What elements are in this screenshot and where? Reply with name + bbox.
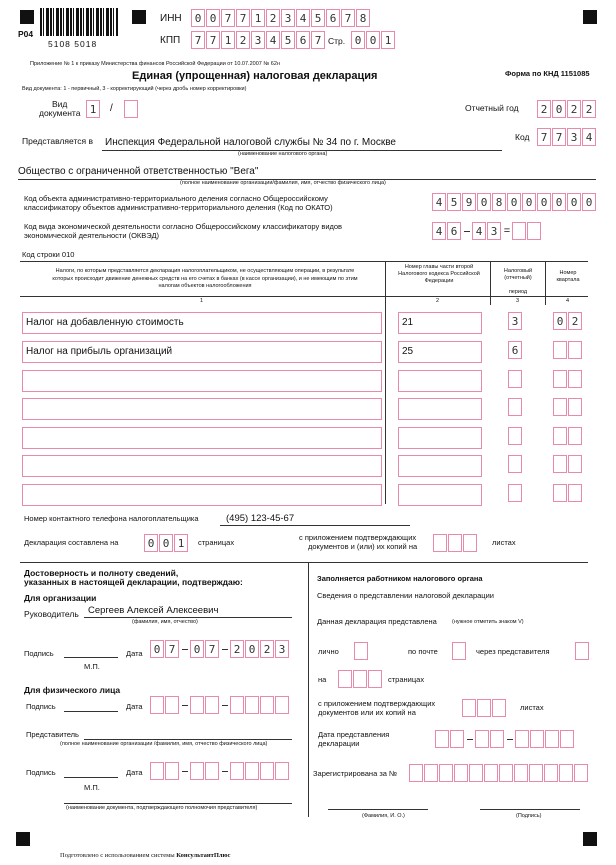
table-row-quarter[interactable] (553, 398, 583, 416)
digit-cell[interactable]: 0 (206, 9, 220, 27)
table-row-quarter[interactable] (553, 341, 583, 359)
page-label: Стр. (328, 36, 346, 46)
digit-cell[interactable]: 2 (568, 312, 582, 330)
digit-cell[interactable] (165, 762, 179, 780)
digit-cell[interactable] (568, 398, 582, 416)
by-mail-checkbox[interactable] (452, 642, 466, 660)
digit-cell[interactable]: 0 (150, 640, 164, 658)
digit-cell[interactable] (230, 762, 244, 780)
table-row-tax[interactable] (22, 370, 382, 392)
digit-cell[interactable] (260, 762, 274, 780)
digit-cell[interactable] (490, 730, 504, 748)
table-row-tax[interactable] (22, 398, 382, 420)
organization-name[interactable]: Общество с ограниченной ответственностью "Вега" (18, 166, 259, 177)
okved-label-2: экономической деятельности (ОКВЭД) (24, 231, 160, 240)
digit-cell[interactable]: 3 (251, 31, 265, 49)
corner-marker-top-left (20, 10, 34, 24)
kpp-label: КПП (160, 35, 181, 46)
table-row-period[interactable] (508, 370, 522, 388)
registered-label: Зарегистрирована за № (313, 769, 398, 778)
on-label: на (318, 675, 327, 684)
pages-suffix: страницах (198, 538, 235, 547)
okato-cells[interactable] (432, 193, 597, 211)
officer-pages-suffix: страницах (388, 675, 425, 684)
digit-cell[interactable]: 3 (281, 9, 295, 27)
digit-cell[interactable] (477, 699, 491, 717)
phone-value[interactable]: (495) 123-45-67 (226, 513, 295, 524)
head-name[interactable]: Сергеев Алексей Алексеевич (88, 605, 219, 616)
digit-cell[interactable] (409, 764, 423, 782)
digit-cell[interactable] (469, 764, 483, 782)
col3-number: 3 (516, 298, 520, 304)
date-person-group[interactable] (150, 696, 290, 714)
org-title: Для организации (24, 593, 97, 603)
col3-header-2: период (508, 289, 528, 295)
digit-cell[interactable] (574, 764, 588, 782)
tax-authority[interactable]: Инспекция Федеральной налоговой службы № 34 по г. Москве (105, 137, 396, 148)
digit-cell[interactable]: 1 (221, 31, 235, 49)
col3-header-1: Налоговый (отчетный) (503, 268, 533, 282)
table-row-period[interactable] (508, 455, 522, 473)
digit-cell[interactable] (150, 696, 164, 714)
table-row-chapter[interactable]: 21 (398, 312, 482, 334)
digit-cell[interactable]: 4 (472, 222, 486, 240)
table-row-period[interactable] (508, 427, 522, 445)
digit-cell[interactable]: 7 (236, 9, 250, 27)
okato-label-1: Код объекта административно-территориального деления согласно Общероссийскому (24, 194, 328, 203)
table-row-tax[interactable] (22, 455, 382, 477)
corner-marker-top-mid (132, 10, 146, 24)
digit-cell[interactable]: 7 (341, 9, 355, 27)
table-row-quarter[interactable] (553, 484, 583, 502)
order-note: Приложение № 1 к приказу Министерства финансов Российской Федерации от 10.07.2007 № 62н (30, 61, 280, 67)
digit-cell[interactable] (568, 341, 582, 359)
rep-label: Представитель (26, 730, 79, 739)
kpp-cells[interactable] (191, 31, 326, 49)
digit-cell[interactable] (553, 398, 567, 416)
digit-cell[interactable]: 2 (230, 640, 244, 658)
corner-marker-bottom-right (583, 832, 597, 846)
doc-type-cell[interactable]: 1 (86, 100, 100, 118)
digit-cell[interactable] (553, 370, 567, 388)
digit-cell[interactable]: 7 (221, 9, 235, 27)
digit-cell[interactable]: 2 (537, 100, 551, 118)
pages-cells[interactable] (144, 534, 189, 552)
by-mail-label: по почте (408, 647, 438, 656)
digit-cell[interactable] (544, 764, 558, 782)
barcode-number: 5108 5018 (48, 39, 98, 49)
year-cells[interactable] (537, 100, 597, 118)
digit-cell[interactable]: 7 (191, 31, 205, 49)
presented-by-label: Данная декларация представлена (317, 617, 437, 626)
col2-number: 2 (436, 298, 440, 304)
confirm-title-1: Достоверность и полноту сведений, (24, 568, 179, 578)
head-label: Руководитель (24, 609, 79, 619)
officer-pages-cells[interactable] (338, 670, 383, 688)
digit-cell[interactable]: 4 (432, 222, 446, 240)
pages-label: Декларация составлена на (24, 538, 119, 547)
date-label-person: Дата (126, 702, 143, 711)
digit-cell[interactable] (275, 762, 289, 780)
presented-label: Представляется в (22, 136, 93, 146)
date-label-org: Дата (126, 649, 143, 658)
digit-cell[interactable] (150, 762, 164, 780)
table-row-quarter[interactable] (553, 455, 583, 473)
digit-cell[interactable]: 5 (281, 31, 295, 49)
digit-cell[interactable] (439, 764, 453, 782)
via-rep-checkbox[interactable] (575, 642, 589, 660)
officer-fio-caption: (Фамилия, И. О.) (362, 813, 405, 819)
digit-cell[interactable]: 0 (144, 534, 158, 552)
presented-note: (нужное отметить знаком V) (452, 619, 524, 625)
digit-cell[interactable]: 7 (311, 31, 325, 49)
digit-cell[interactable] (462, 699, 476, 717)
digit-cell[interactable]: 2 (260, 640, 274, 658)
line-code-label: Код строки 010 (22, 250, 75, 259)
digit-cell[interactable] (484, 764, 498, 782)
year-label: Отчетный год (465, 103, 519, 113)
col2-header: Номер главы части второй Налогового кодекса Российской Федерации (398, 264, 480, 285)
digit-cell[interactable] (499, 764, 513, 782)
digit-cell[interactable] (568, 455, 582, 473)
phone-label: Номер контактного телефона налогоплательщика (24, 514, 199, 523)
page-number-cells[interactable] (351, 31, 396, 49)
officer-subtitle: Сведения о представлении налоговой декларации (317, 591, 494, 600)
digit-cell[interactable] (448, 534, 462, 552)
digit-cell[interactable] (205, 762, 219, 780)
registered-cells[interactable] (409, 764, 589, 782)
digit-cell[interactable]: 0 (366, 31, 380, 49)
digit-cell[interactable]: 3 (567, 128, 581, 146)
digit-cell[interactable]: 0 (552, 193, 566, 211)
digit-cell[interactable]: 0 (351, 31, 365, 49)
digit-cell[interactable]: 0 (553, 312, 567, 330)
personal-label: лично (318, 647, 339, 656)
digit-cell[interactable]: 0 (159, 534, 173, 552)
table-row-chapter[interactable] (398, 484, 482, 506)
okved-label-1: Код вида экономической деятельности согласно Общероссийскому классификатору видов (24, 222, 343, 231)
corner-marker-bottom-left (16, 832, 30, 846)
digit-cell[interactable]: 0 (477, 193, 491, 211)
digit-cell[interactable] (553, 427, 567, 445)
table-row-quarter[interactable] (553, 427, 583, 445)
digit-cell[interactable] (435, 730, 449, 748)
inn-label: ИНН (160, 13, 182, 24)
digit-cell[interactable]: 0 (191, 9, 205, 27)
digit-cell[interactable]: 7 (205, 640, 219, 658)
table-row-tax[interactable]: Налог на прибыль организаций (22, 341, 382, 363)
digit-cell[interactable]: 0 (245, 640, 259, 658)
digit-cell[interactable] (529, 764, 543, 782)
digit-cell[interactable] (514, 764, 528, 782)
digit-cell[interactable]: 3 (487, 222, 501, 240)
col4-header: Номер квартала (556, 270, 580, 284)
digit-cell[interactable] (275, 696, 289, 714)
digit-cell[interactable]: 2 (236, 31, 250, 49)
digit-cell[interactable]: 5 (447, 193, 461, 211)
officer-sheets: листах (520, 703, 544, 712)
digit-cell[interactable]: 0 (582, 193, 596, 211)
digit-cell[interactable]: 6 (296, 31, 310, 49)
doc-caption: (наименование документа, подтверждающего полномочия представителя) (66, 805, 258, 811)
attach-suffix: листах (492, 538, 516, 547)
digit-cell[interactable] (454, 764, 468, 782)
digit-cell[interactable] (492, 699, 506, 717)
digit-cell[interactable] (560, 730, 574, 748)
digit-cell[interactable]: 0 (567, 193, 581, 211)
officer-title: Заполняется работником налогового органа (317, 574, 483, 583)
date-label-rep: Дата (126, 768, 143, 777)
digit-cell[interactable] (260, 696, 274, 714)
stamp-label-rep: М.П. (84, 783, 100, 792)
digit-cell[interactable]: 1 (381, 31, 395, 49)
form-code: Форма по КНД 1151085 (505, 69, 590, 78)
digit-cell[interactable]: 9 (462, 193, 476, 211)
digit-cell[interactable] (545, 730, 559, 748)
digit-cell[interactable] (553, 341, 567, 359)
code-cells[interactable] (537, 128, 597, 146)
digit-cell[interactable]: 4 (432, 193, 446, 211)
officer-sign-caption: (Подпись) (516, 813, 542, 819)
code-label: Код (515, 132, 530, 142)
table-row-period[interactable] (508, 484, 522, 502)
sign-label-person: Подпись (26, 702, 56, 711)
date-rep-group[interactable] (150, 762, 290, 780)
digit-cell[interactable] (559, 764, 573, 782)
digit-cell[interactable] (515, 730, 529, 748)
digit-cell[interactable]: 6 (447, 222, 461, 240)
table-row-chapter[interactable]: 25 (398, 341, 482, 363)
submission-date-label-2: декларации (318, 739, 360, 748)
doc-type-note: Вид документа: 1 - первичный, 3 - корректирующий (через дробь номер корректировки) (22, 86, 247, 92)
sign-label-org: Подпись (24, 649, 54, 658)
barcode (40, 8, 118, 36)
digit-cell[interactable] (424, 764, 438, 782)
digit-cell[interactable] (527, 222, 541, 240)
table-row-chapter[interactable] (398, 370, 482, 392)
doc-type-label-1: Вид (52, 99, 68, 109)
tax-authority-caption: (наименование налогового органа) (238, 151, 328, 157)
digit-cell[interactable]: 8 (492, 193, 506, 211)
digit-cell[interactable] (475, 730, 489, 748)
personal-checkbox[interactable] (354, 642, 368, 660)
digit-cell[interactable] (530, 730, 544, 748)
organization-caption: (полное наименование организации/фамилия, имя, отчество физического лица) (180, 180, 386, 186)
table-row-chapter[interactable] (398, 455, 482, 477)
col4-number: 4 (566, 298, 570, 304)
digit-cell[interactable]: 6 (326, 9, 340, 27)
inn-cells[interactable] (191, 9, 371, 27)
digit-cell[interactable]: 8 (356, 9, 370, 27)
confirm-title-2: указанных в настоящей декларации, подтверждаю: (24, 577, 243, 587)
digit-cell[interactable]: 0 (507, 193, 521, 211)
digit-cell[interactable] (568, 427, 582, 445)
digit-cell[interactable]: 7 (537, 128, 551, 146)
attach-label-2: документов и (или) их копий на (308, 542, 418, 551)
sign-label-rep: Подпись (26, 768, 56, 777)
digit-cell[interactable]: 0 (537, 193, 551, 211)
stamp-label-org: М.П. (84, 662, 100, 671)
table-row-chapter[interactable] (398, 427, 482, 449)
digit-cell[interactable]: 1 (174, 534, 188, 552)
digit-cell[interactable]: 7 (206, 31, 220, 49)
digit-cell[interactable] (368, 670, 382, 688)
digit-cell[interactable] (463, 534, 477, 552)
table-row-period[interactable] (508, 398, 522, 416)
person-title: Для физического лица (24, 685, 121, 695)
doc-correction-cell[interactable] (124, 100, 138, 118)
digit-cell[interactable] (190, 762, 204, 780)
digit-cell[interactable]: 2 (582, 100, 596, 118)
digit-cell[interactable] (353, 670, 367, 688)
page-code: P04 (18, 29, 34, 39)
col1-number: 1 (200, 298, 204, 304)
digit-cell[interactable]: 7 (165, 640, 179, 658)
via-rep-label: через представителя (476, 647, 550, 656)
corner-marker-top-right (583, 10, 597, 24)
table-row-tax[interactable] (22, 427, 382, 449)
table-row-period[interactable]: 6 (508, 341, 522, 359)
digit-cell[interactable]: 4 (266, 31, 280, 49)
table-row-chapter[interactable] (398, 398, 482, 420)
digit-cell[interactable] (338, 670, 352, 688)
digit-cell[interactable]: 2 (266, 9, 280, 27)
okved-group[interactable]: 4 6 4 3 = (432, 222, 542, 240)
okato-label-2: классификатору объектов административно-территориального деления (Код по ОКАТО) (24, 203, 333, 212)
digit-cell[interactable] (205, 696, 219, 714)
attach-label-1: с приложением подтверждающих (299, 533, 417, 542)
date-org-group[interactable] (150, 640, 290, 658)
digit-cell[interactable] (165, 696, 179, 714)
form-title: Единая (упрощенная) налоговая декларация (132, 70, 378, 82)
submission-date-group[interactable] (435, 730, 575, 748)
officer-attach-cells[interactable] (462, 699, 507, 717)
submission-date-label-1: Дата представления (318, 730, 390, 739)
digit-cell[interactable]: 0 (552, 100, 566, 118)
digit-cell[interactable] (190, 696, 204, 714)
digit-cell[interactable] (568, 484, 582, 502)
digit-cell[interactable] (512, 222, 526, 240)
digit-cell[interactable]: 2 (567, 100, 581, 118)
digit-cell[interactable]: 7 (552, 128, 566, 146)
digit-cell[interactable]: 4 (582, 128, 596, 146)
rep-caption: (полное наименование организации /фамилия, имя, отчество физического лица) (60, 741, 268, 747)
digit-cell[interactable] (568, 370, 582, 388)
digit-cell[interactable] (553, 484, 567, 502)
digit-cell[interactable]: 4 (296, 9, 310, 27)
attach-cells[interactable] (433, 534, 478, 552)
digit-cell[interactable]: 3 (275, 640, 289, 658)
digit-cell[interactable] (245, 762, 259, 780)
table-header (20, 261, 588, 305)
table-row-quarter[interactable] (553, 370, 583, 388)
officer-attach-2: документов или их копий на (318, 708, 416, 717)
digit-cell[interactable]: 0 (190, 640, 204, 658)
doc-type-label-2: документа (39, 108, 81, 118)
officer-attach-1: с приложением подтверждающих (318, 699, 436, 708)
digit-cell[interactable] (230, 696, 244, 714)
digit-cell[interactable] (245, 696, 259, 714)
digit-cell[interactable] (433, 534, 447, 552)
digit-cell[interactable] (450, 730, 464, 748)
digit-cell[interactable]: 5 (311, 9, 325, 27)
table-row-tax[interactable]: Налог на добавленную стоимость (22, 312, 382, 334)
head-fio-caption: (фамилия, имя, отчество) (132, 619, 198, 625)
digit-cell[interactable]: 1 (251, 9, 265, 27)
table-row-tax[interactable] (22, 484, 382, 506)
table-row-quarter[interactable] (553, 312, 583, 330)
table-row-period[interactable]: 3 (508, 312, 522, 330)
footer-note: Подготовлено с использованием системы КонсультантПлюс (60, 852, 231, 859)
digit-cell[interactable]: 0 (522, 193, 536, 211)
digit-cell[interactable] (553, 455, 567, 473)
col1-header: Налоги, по которым представляется декларация налогоплательщиком, не осуществляющим операции, в результате которых происходит движение денежных средств на его счетах в банках (в кассе организации), и не имеющим по этим налогам объектов налогообложения (52, 268, 358, 290)
doc-type-slash: / (110, 103, 113, 114)
